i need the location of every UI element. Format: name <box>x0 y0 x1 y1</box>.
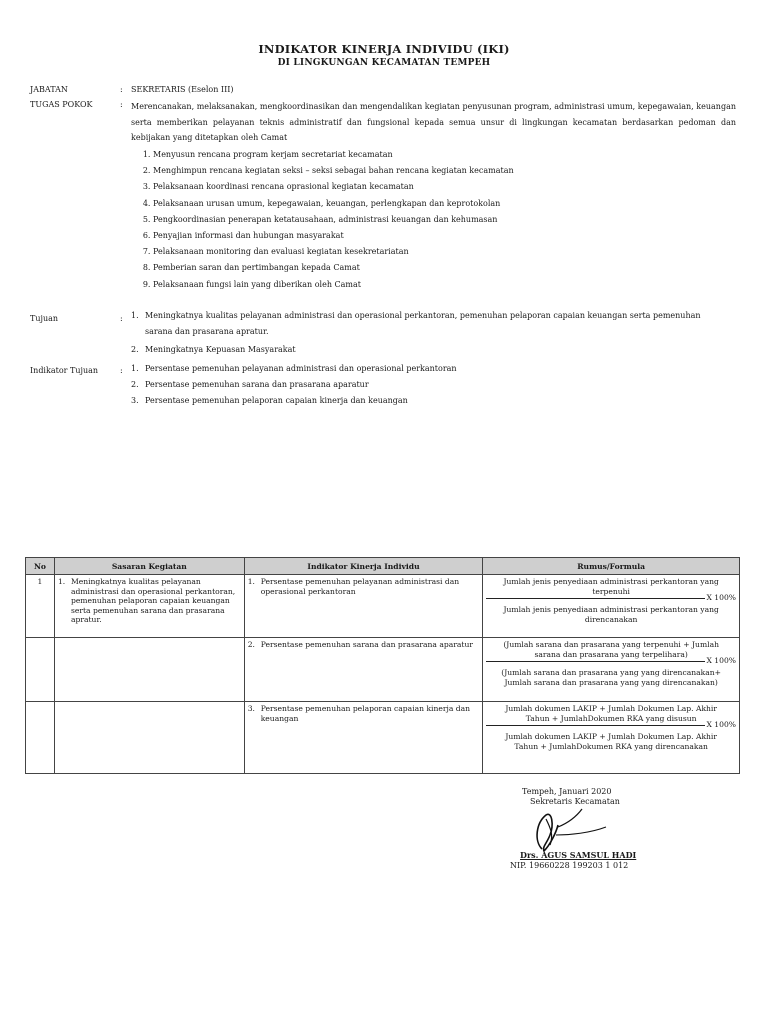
tujuan-item-1: 1. Meningkatnya kualitas pelayanan administrasi dan operasional perkantoran, pemenuhan pelaporan capaian keuangan serta pemenuhan sarana dan prasarana apratur. <box>131 311 701 336</box>
cell-iki: 1. Persentase pemenuhan pelayanan administrasi dan operasional perkantoran <box>244 575 483 638</box>
cell-sasaran <box>54 638 244 702</box>
header-no: No <box>26 558 55 575</box>
list-item: 1. Persentase pemenuhan pelayanan administrasi dan operasional perkantoran <box>131 364 457 373</box>
header-iki: Indikator Kinerja Individu <box>244 558 483 575</box>
cell-no <box>26 638 55 702</box>
document-subtitle: DI LINGKUNGAN KECAMATAN TEMPEH <box>277 58 491 68</box>
list-item: 3. Pelaksanaan koordinasi rencana oprasional kegiatan kecamatan <box>153 181 713 197</box>
signature-place-date: Tempeh, Januari 2020 <box>522 787 612 796</box>
cell-no <box>26 702 55 774</box>
list-item: 8. Pemberian saran dan pertimbangan kepada Camat <box>153 262 713 278</box>
cell-sasaran <box>54 702 244 774</box>
list-item: 2. Persentase pemenuhan sarana dan prasarana aparatur <box>131 380 369 389</box>
signature-position: Sekretaris Kecamatan <box>530 797 620 806</box>
fraction-line: X 100% <box>486 725 736 732</box>
table-header-row <box>26 558 740 575</box>
list-item: 9. Pelaksanaan fungsi lain yang diberikan oleh Camat <box>153 279 713 295</box>
tugas-pokok-label: TUGAS POKOK <box>30 100 93 109</box>
table-row <box>26 575 740 638</box>
table-row <box>26 702 740 774</box>
colon: : <box>120 314 123 323</box>
colon: : <box>120 85 123 94</box>
tugas-pokok-list <box>131 149 713 295</box>
cell-sasaran: 1. Meningkatnya kualitas pelayanan administrasi dan operasional perkantoran, pemenuhan pelaporan capaian keuangan serta pemenuhan sarana dan prasarana apratur. <box>54 575 244 638</box>
colon: : <box>120 100 123 109</box>
cell-formula: Jumlah jenis penyediaan administrasi perkantoran yang terpenuhi X 100% Jumlah jenis penyediaan administrasi perkantoran yang direncanakan <box>483 575 740 638</box>
colon: : <box>120 366 123 375</box>
cell-no: 1 <box>26 575 55 638</box>
iki-table <box>25 557 740 774</box>
tujuan-item-2: 2. Meningkatnya Kepuasan Masyarakat <box>131 345 296 354</box>
cell-iki: 2. Persentase pemenuhan sarana dan prasarana aparatur <box>244 638 483 702</box>
header-rumus: Rumus/Formula <box>483 558 740 575</box>
list-item: 6. Penyajian informasi dan hubungan masyarakat <box>153 230 713 246</box>
cell-formula: Jumlah dokumen LAKIP + Jumlah Dokumen Lap. Akhir Tahun + JumlahDokumen RKA yang disusun X 100% Jumlah dokumen LAKIP + Jumlah Dokumen Lap. Akhir Tahun + JumlahDokumen RKA yang direncanakan <box>483 702 740 774</box>
list-item: 3. Persentase pemenuhan pelaporan capaian kinerja dan keuangan <box>131 396 408 405</box>
header-sasaran: Sasaran Kegiatan <box>54 558 244 575</box>
tugas-pokok-text: Merencanakan, melaksanakan, mengkoordinasikan dan mengendalikan kegiatan penyusunan program, administrasi umum, kepegawaian, keuangan serta memberikan pelayanan teknis administratif dan fungsional kepada semua unsur di lingkungan kecamatan berdasarkan pedoman dan kebijakan yang ditetapkan oleh Camat <box>131 102 736 142</box>
fraction-line: X 100% <box>486 598 736 605</box>
signatory-nip: NIP. 19660228 199203 1 012 <box>510 861 629 870</box>
list-item: 5. Pengkoordinasian penerapan ketatausahaan, administrasi keuangan dan kehumasan <box>153 214 713 230</box>
cell-formula: (Jumlah sarana dan prasarana yang terpenuhi + Jumlah sarana dan prasarana yang terpelihara) X 100% (Jumlah sarana dan prasarana yang yang direncanakan+ Jumlah sarana dan prasarana yang yang direncanakan) <box>483 638 740 702</box>
list-item: 2. Menghimpun rencana kegiatan seksi – seksi sebagai bahan rencana kegiatan kecamatan <box>153 165 713 181</box>
table-row <box>26 638 740 702</box>
list-item: 1. Menyusun rencana program kerjam secretariat kecamatan <box>153 149 713 165</box>
handwritten-signature <box>520 805 610 855</box>
jabatan-value: SEKRETARIS (Eselon III) <box>131 85 234 94</box>
indikator-tujuan-list <box>131 361 701 409</box>
tujuan-label: Tujuan <box>30 314 59 323</box>
jabatan-label: JABATAN <box>30 85 68 94</box>
list-item: 4. Pelaksanaan urusan umum, kepegawaian, keuangan, perlengkapan dan keprotokolan <box>153 198 713 214</box>
indikator-tujuan-label: Indikator Tujuan <box>30 366 99 375</box>
signatory-name: Drs. AGUS SAMSUL HADI <box>520 850 637 860</box>
list-item: 7. Pelaksanaan monitoring dan evaluasi kegiatan kesekretariatan <box>153 246 713 262</box>
fraction-line: X 100% <box>486 661 736 668</box>
document-title: INDIKATOR KINERJA INDIVIDU (IKI) <box>258 42 510 56</box>
cell-iki: 3. Persentase pemenuhan pelaporan capaian kinerja dan keuangan <box>244 702 483 774</box>
